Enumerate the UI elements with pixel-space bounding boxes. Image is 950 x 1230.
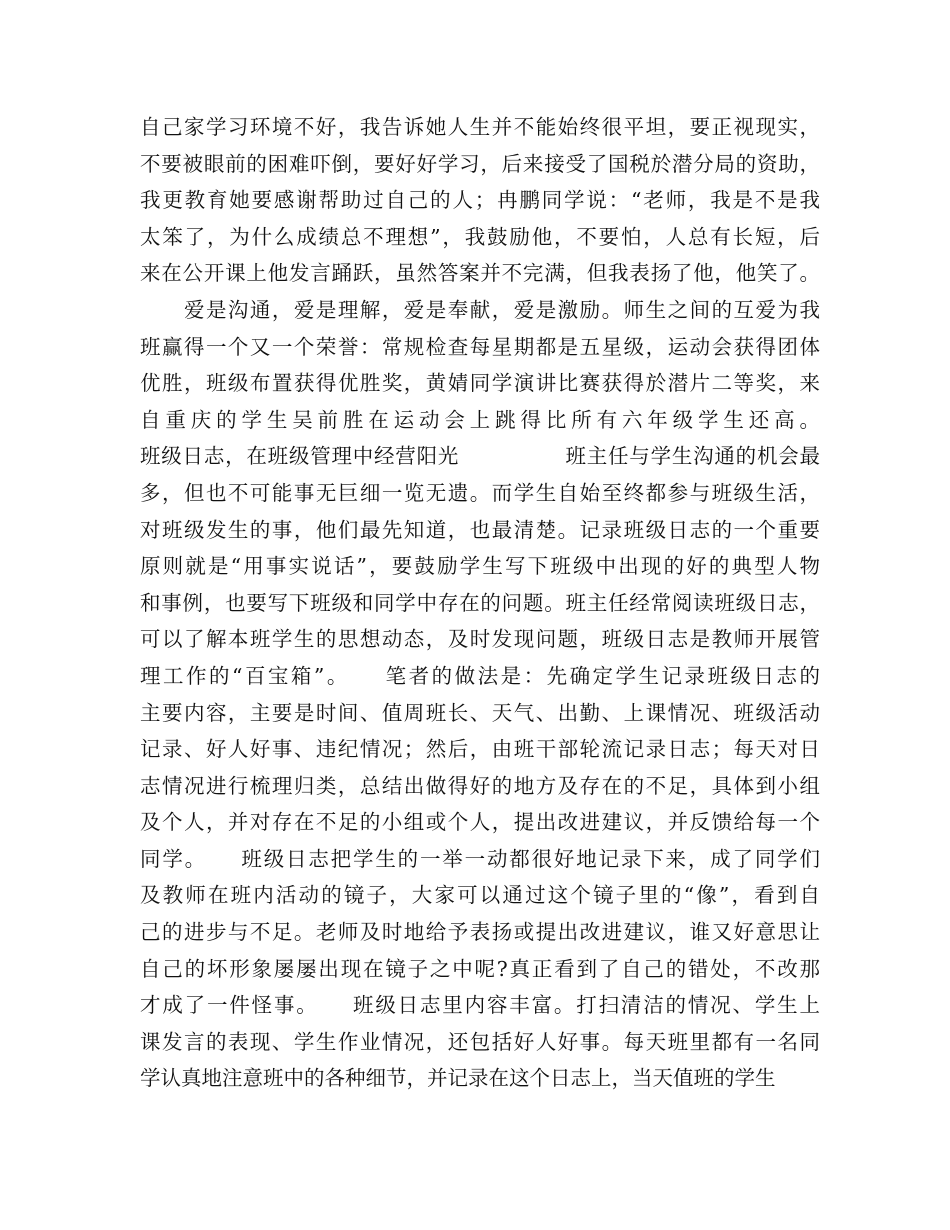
text-line: 主要内容，主要是时间、值周班长、天气、出勤、上课情况、班级活动 xyxy=(140,700,820,725)
text-line: 班赢得一个又一个荣誉：常规检查每星期都是五星级，运动会获得团体 xyxy=(140,334,820,359)
text-line: 太笨了，为什么成绩总不理想”，我鼓励他，不要怕，人总有长短，后 xyxy=(140,224,820,249)
text-line: 及教师在班内活动的镜子，大家可以通过这个镜子里的“像”，看到自 xyxy=(140,883,820,908)
text-line: 不要被眼前的困难吓倒，要好好学习，后来接受了国税於潜分局的资助， xyxy=(140,151,820,176)
text-line: 和事例，也要写下班级和同学中存在的问题。班主任经常阅读班级日志， xyxy=(140,590,820,615)
text-line: 原则就是“用事实说话”，要鼓励学生写下班级中出现的好的典型人物 xyxy=(140,554,820,579)
text-line: 记录、好人好事、违纪情况；然后，由班干部轮流记录日志；每天对日 xyxy=(140,737,820,762)
text-line: 自己的坏形象屡屡出现在镜子之中呢?真正看到了自己的错处，不改那 xyxy=(140,956,820,981)
text-line: 同学。 班级日志把学生的一举一动都很好地记录下来，成了同学们 xyxy=(140,846,820,871)
text-line: 才成了一件怪事。 班级日志里内容丰富。打扫清洁的情况、学生上 xyxy=(140,993,820,1018)
text-line: 己的进步与不足。老师及时地给予表扬或提出改进建议，谁又好意思让 xyxy=(140,920,820,945)
text-line: 志情况进行梳理归类，总结出做得好的地方及存在的不足，具体到小组 xyxy=(140,773,820,798)
text-line: 优胜，班级布置获得优胜奖，黄婧同学演讲比赛获得於潜片二等奖，来 xyxy=(140,371,820,396)
text-line: 我更教育她要感谢帮助过自己的人；冉鹏同学说：“老师，我是不是我 xyxy=(140,188,820,213)
text-line: 自重庆的学生吴前胜在运动会上跳得比所有六年级学生还高。 xyxy=(140,407,820,432)
text-line: 可以了解本班学生的思想动态，及时发现问题，班级日志是教师开展管 xyxy=(140,627,820,652)
text-line: 理工作的“百宝箱”。 笔者的做法是：先确定学生记录班级日志的 xyxy=(140,663,820,688)
text-line: 课发言的表现、学生作业情况，还包括好人好事。每天班里都有一名同 xyxy=(140,1029,820,1054)
text-line: 多，但也不可能事无巨细一览无遗。而学生自始至终都参与班级生活， xyxy=(140,480,820,505)
text-line: 自己家学习环境不好，我告诉她人生并不能始终很平坦，要正视现实， xyxy=(140,115,820,139)
text-line: 及个人，并对存在不足的小组或个人，提出改进建议，并反馈给每一个 xyxy=(140,810,820,835)
text-line: 学认真地注意班中的各种细节，并记录在这个日志上，当天值班的学生 xyxy=(140,1066,776,1091)
text-line: 对班级发生的事，他们最先知道，也最清楚。记录班级日志的一个重要 xyxy=(140,517,820,542)
body-text xyxy=(140,109,820,1097)
text-line: 爱是沟通，爱是理解，爱是奉献，爱是激励。师生之间的互爱为我 xyxy=(140,297,820,322)
text-line: 来在公开课上他发言踊跃，虽然答案并不完满，但我表扬了他，他笑了。 xyxy=(140,261,820,286)
text-line: 班级日志，在班级管理中经营阳光 班主任与学生沟通的机会最 xyxy=(140,444,820,469)
